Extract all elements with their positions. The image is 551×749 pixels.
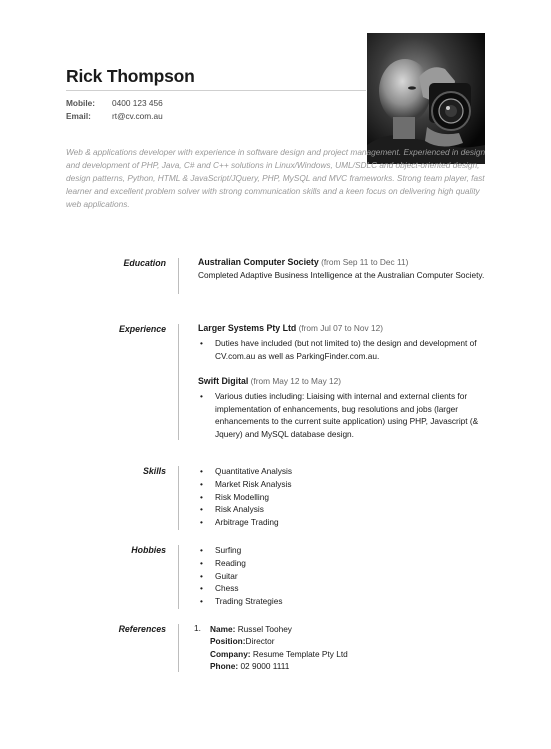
email-value[interactable]: rt@cv.com.au xyxy=(112,111,163,121)
experience-entry-1 xyxy=(198,322,488,362)
reference-position-value: Director xyxy=(245,636,275,647)
skills-divider xyxy=(178,466,179,530)
skill-item: • Arbitrage Trading xyxy=(198,516,488,529)
reference-company-value: Resume Template Pty Ltd xyxy=(252,648,348,659)
reference-phone-label: Phone: xyxy=(210,661,239,672)
skill-item: • Quantitative Analysis xyxy=(198,465,488,478)
hobby-item: • Surfing xyxy=(198,544,488,557)
experience-entry-2 xyxy=(198,375,488,441)
section-label-skills: Skills xyxy=(143,466,166,476)
experience-duty: • Various duties including: Liaising with internal and external clients for implementation of enhancements, bug resolutions and jobs (larger enhancements to the current suite application) using PHP, Javascript (& Jquery) and MySQL database design. xyxy=(198,390,488,441)
hobbies-list xyxy=(198,544,488,608)
reference-number: 1. xyxy=(194,623,201,633)
reference-position-label: Position: xyxy=(210,636,246,647)
skills-list xyxy=(198,465,488,529)
skill-item: • Market Risk Analysis xyxy=(198,478,488,491)
skill-item: • Risk Analysis xyxy=(198,503,488,516)
reference-company-label: Company: xyxy=(210,648,251,659)
hobbies-divider xyxy=(178,545,179,609)
experience-dates: (from May 12 to May 12) xyxy=(250,376,342,386)
reference-phone-value: 02 9000 1111 xyxy=(240,661,290,672)
skill-item: • Risk Modelling xyxy=(198,491,488,504)
profile-photo-image xyxy=(367,33,485,164)
section-label-education: Education xyxy=(123,258,166,268)
experience-org: Swift Digital xyxy=(198,376,249,386)
education-text: Completed Adaptive Business Intelligence at the Australian Computer Society. xyxy=(198,269,485,280)
reference-name-value: Russel Toohey xyxy=(237,624,292,634)
profile-photo xyxy=(367,33,485,164)
experience-divider xyxy=(178,324,179,440)
reference-name-label: Name: xyxy=(210,624,236,634)
section-label-hobbies: Hobbies xyxy=(131,545,166,555)
hobby-item: • Guitar xyxy=(198,570,488,583)
references-divider xyxy=(178,624,179,672)
education-dates: (from Sep 11 to Dec 11) xyxy=(321,257,409,267)
contact-email xyxy=(66,111,163,121)
resume-name: Rick Thompson xyxy=(66,66,195,86)
education-entry xyxy=(198,256,488,282)
experience-dates: (from Jul 07 to Nov 12) xyxy=(298,323,383,333)
section-label-references: References xyxy=(118,624,166,634)
mobile-label: Mobile: xyxy=(66,98,96,108)
profile-summary: Web & applications developer with experience in software design and project management. Experienced in design and development of PHP, Java, C# and C++ solutions in Linux/Windows, UML/SDLC and object-oriented design, design patterns, Python, HTML & JavaScript/JQuery, PHP, MySQL and MVC frameworks. Strong team player, fast learner and excellent problem solver with strong communication skills and a keen focus on delivering high quality web applications. xyxy=(66,147,486,209)
hobby-item: • Trading Strategies xyxy=(198,595,488,608)
section-label-experience: Experience xyxy=(119,324,166,334)
header-divider xyxy=(66,90,366,91)
email-label: Email: xyxy=(66,111,91,121)
education-org: Australian Computer Society xyxy=(198,257,319,267)
contact-mobile xyxy=(66,98,163,108)
reference-entry xyxy=(210,623,348,673)
mobile-value: 0400 123 456 xyxy=(112,98,163,108)
experience-org: Larger Systems Pty Ltd xyxy=(198,323,297,333)
hobby-item: • Reading xyxy=(198,557,488,570)
experience-duty: • Duties have included (but not limited to) the design and development of CV.com.au as well as ParkingFinder.com.au. xyxy=(198,337,488,363)
education-divider xyxy=(178,258,179,294)
hobby-item: • Chess xyxy=(198,582,488,595)
